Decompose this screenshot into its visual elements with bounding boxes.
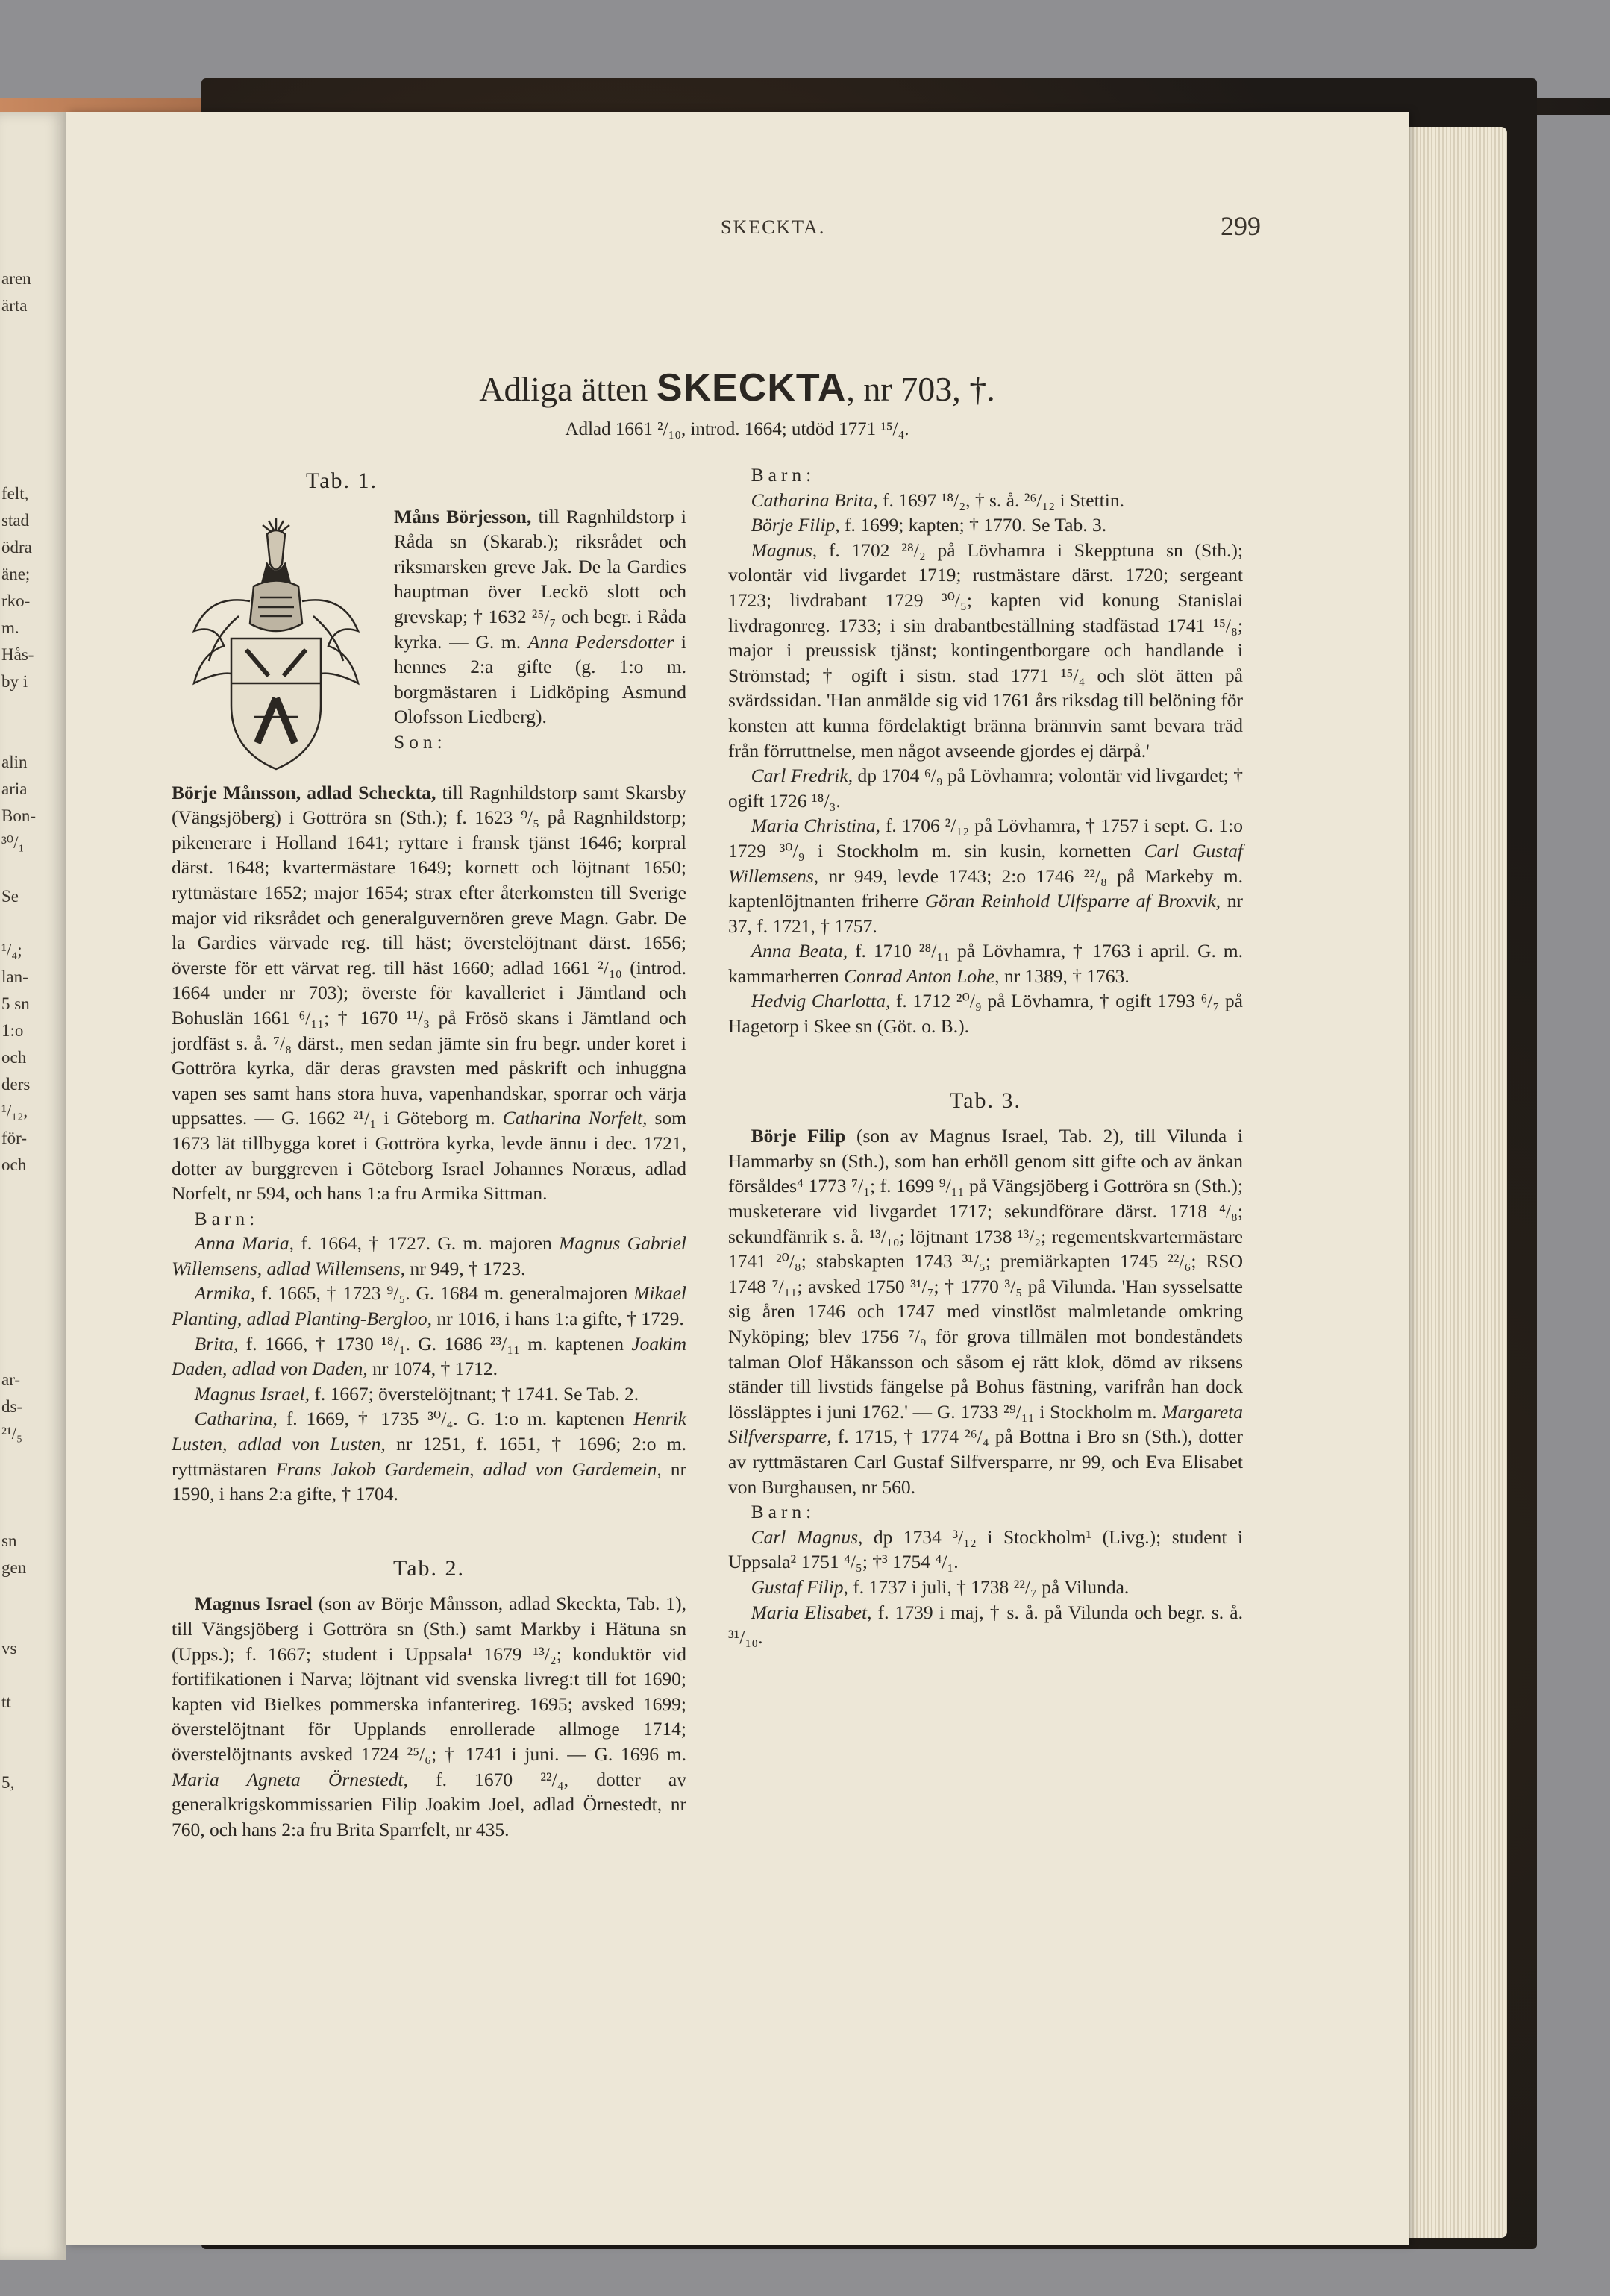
spouse-name: Magnus Gabriel Willemsens, adlad Willemsens, bbox=[172, 1232, 687, 1279]
tab2-entry bbox=[172, 1591, 686, 1842]
person-name: Börje Månsson, adlad Scheckta, bbox=[172, 781, 436, 803]
entry-text: f. 1739 i maj, † s. å. på Vilunda och begr. s. å. ³¹/₁₀. bbox=[728, 1601, 1244, 1649]
entry-text: f. 1669, † 1735 ³⁰/₄. G. 1:o m. kaptenen bbox=[277, 1408, 634, 1430]
entry-text: f. 1670 ²²/₄, dotter av generalkrigskommissarien Filip Joakim Joel, adlad Örnestedt, nr 760, och hans 2:a fru Brita Sparrfelt, nr 435. bbox=[172, 1768, 686, 1840]
entry-text: f. 1699; kapten; † 1770. Se Tab. 3. bbox=[839, 514, 1107, 536]
child-entry bbox=[172, 1281, 686, 1331]
left-page-edge bbox=[0, 112, 66, 2260]
tab2-heading: Tab. 2. bbox=[392, 1555, 466, 1581]
person-name: Börje Filip bbox=[751, 1125, 846, 1147]
spouse-name: Catharina Norfelt, bbox=[502, 1107, 648, 1129]
entry-text: nr 949, levde 1743; 2:o 1746 ²²/₈ på Markeby m. kaptenlöjtnanten friherre bbox=[728, 865, 1243, 912]
left-page-fragment: m. bbox=[1, 618, 19, 637]
entry-text: nr 949, † 1723. bbox=[405, 1257, 526, 1279]
tab1-children-list bbox=[172, 1231, 686, 1507]
person-name: Magnus Israel bbox=[194, 1593, 313, 1615]
entry-text: i hennes 2:a gifte (g. 1:o m. borgmästaren i Lidköping Asmund Olofsson Liedberg). bbox=[394, 630, 686, 728]
title-prefix: Adliga ätten bbox=[479, 370, 657, 408]
tab1-heading: Tab. 1. bbox=[306, 468, 378, 493]
child-entry bbox=[172, 1406, 686, 1506]
entry-text: f. 1737 i juli, † 1738 ²²/₇ på Vilunda. bbox=[848, 1575, 1130, 1598]
child-entry bbox=[728, 1600, 1243, 1650]
left-page-fragment: äne; bbox=[1, 565, 31, 583]
entry-text: till Ragnhildstorp i Råda sn (Skarab.); riksrådet och riksmarsken greve Jak. De la Gardies hauptman över Leckö slott och grevskap; † 1632 ²⁵/₇ och begr. i Råda kyrka. — G. m. bbox=[394, 505, 687, 653]
entry-text: dp 1734 ³/₁₂ i Stockholm¹ (Livg.); student i Uppsala² 1751 ⁴/₅; †³ 1754 ⁴/₁. bbox=[728, 1525, 1243, 1573]
spouse-name: Carl Gustaf Willemsens, bbox=[728, 839, 1243, 887]
entry-text: (son av Magnus Israel, Tab. 2), till Vilunda i Hammarby sn (Sth.), som han erhöll genom sitt gifte och av änkan försåldes⁴ 1773 ⁷/₁; f. 1699 ⁹/₁₁ på Vängsjöberg i Gottröra sn (Sth.); musketerare vid livgardet 1717; sekundförare därst. 1718 ⁴/₈; sekundfänrik s. å. ¹³/₁₀; löjtnant 1738 ¹³/₂; regementskvartermästare 1741 ²⁰/₈; stabskapten 1743 ³¹/₅; premiärkapten 1745 ²²/₆; RSO 1748 ⁷/₁₁; avsked 1750 ³¹/₇; † 1770 ³/₅ på Vilunda. 'Han sysselsatte sig åren 1746 och 1747 med vinstlöst malmletande omkring Nyköping; blev 1756 ⁷/₉ för grova tillmälen mot bondeståndets talman Olof Håkansson och såsom ej rätt klok, dömd av riksens ständer till livstids fängelse på Bohus fästning, varifrån han dock lössläpptes i juni 1762.' — G. 1733 ²⁹/₁₁ i Stockholm m. bbox=[728, 1125, 1243, 1423]
entry-text: nr 1074, † 1712. bbox=[367, 1358, 498, 1380]
left-page-fragment: felt, bbox=[1, 484, 29, 503]
child-entry bbox=[728, 988, 1243, 1038]
left-page-fragment: ärta bbox=[1, 296, 28, 315]
left-page-fragment: ds- bbox=[1, 1397, 23, 1416]
spouse-name: Anna Pedersdotter bbox=[527, 630, 674, 653]
child-name: Gustaf Filip, bbox=[751, 1575, 848, 1598]
entry-text: f. 1697 ¹⁸/₂, † s. å. ²⁶/₁₂ i Stettin. bbox=[877, 489, 1124, 511]
child-name: Carl Magnus, bbox=[751, 1525, 863, 1548]
entry-text: nr 1016, i hans 1:a gifte, † 1729. bbox=[431, 1308, 684, 1330]
left-page-fragment: rko- bbox=[1, 592, 31, 610]
entry-text: f. 1702 ²⁸/₂ på Lövhamra i Skepptuna sn (Sth.); volontär vid livgardet 1719; rustmästare därst. 1720; sergeant 1723; livdrabant 1729 ³⁰/₅; kapten vid konung Stanislai livdragonreg. 1733; i sin drabantbeställning stadfästad 1741 ¹⁵/₈; major i preussisk tjänst; kontingentborgare och handlande i Strömstad; † ogift i sistn. stad 1771 ¹⁵/₄ och slöt ätten på svärdssidan. 'Han anmälde sig vid 1761 års riksdag till belöning för konsten att kunna fördelaktigt bränna brännvin samt bevara träd från förruttnelse, men något avseende gjordes ej därpå.' bbox=[728, 539, 1243, 762]
left-page-fragment: ders bbox=[1, 1075, 31, 1094]
child-entry bbox=[172, 1231, 686, 1281]
entry-text: nr 1389, † 1763. bbox=[999, 964, 1130, 987]
child-entry bbox=[728, 538, 1243, 763]
child-entry bbox=[728, 813, 1243, 938]
left-page-fragment: Hås- bbox=[1, 645, 34, 664]
entry-text: dp 1704 ⁶/₉ på Lövhamra; volontär vid livgardet; † ogift 1726 ¹⁸/₃. bbox=[728, 765, 1244, 812]
running-head: SKECKTA. bbox=[721, 216, 826, 238]
spouse-name: Margareta Silfversparre, bbox=[728, 1400, 1243, 1448]
entry-text: f. 1666, † 1730 ¹⁸/₁. G. 1686 ²³/₁₁ m. kaptenen bbox=[238, 1332, 632, 1355]
spouse-name: Joakim Daden, adlad von Daden, bbox=[172, 1332, 686, 1380]
left-page-fragment: ar- bbox=[1, 1370, 21, 1389]
left-page-fragment: ³⁰/₁ bbox=[1, 833, 25, 852]
left-page-fragment: sn bbox=[1, 1531, 17, 1550]
child-entry bbox=[728, 1575, 1243, 1600]
tab3-heading: Tab. 3. bbox=[949, 1088, 1022, 1113]
entry-text: f. 1712 ²⁰/₉ på Lövhamra, † ogift 1793 ⁶/₇ på Hagetorp i Skee sn (Göt. o. B.). bbox=[728, 990, 1243, 1038]
child-entry bbox=[728, 488, 1243, 513]
entry-text: nr 1251, f. 1651, † 1696; 2:o m. ryttmästaren bbox=[172, 1433, 686, 1480]
tab3-entry bbox=[728, 1123, 1243, 1499]
child-name: Magnus, bbox=[751, 539, 818, 561]
child-name: Catharina Brita, bbox=[751, 489, 878, 511]
left-page-fragment: by i bbox=[1, 672, 28, 691]
child-name: Armika, bbox=[194, 1282, 256, 1305]
left-page-fragment: ¹/₁₂, bbox=[1, 1102, 28, 1120]
entry-text: som 1673 lät tillbygga koret i Gottröra kyrka, levde ännu i dec. 1721, dotter av burggreven i Göteborg Israel Johannes Noræus, adlad Norfelt, nr 594, och hans 1:a fru Armika Sittman. bbox=[172, 1107, 687, 1205]
tab3-children-list bbox=[728, 1525, 1243, 1650]
children-label: Barn: bbox=[751, 1501, 816, 1523]
child-name: Maria Christina, bbox=[751, 815, 881, 837]
child-entry bbox=[728, 512, 1243, 538]
left-page-fragment: alin bbox=[1, 753, 28, 771]
left-page-fragment: gen bbox=[1, 1558, 27, 1577]
spouse-name: Mikael Planting, adlad Planting-Bergloo, bbox=[172, 1282, 686, 1330]
entry-text: till Ragnhildstorp samt Skarsby (Vängsjöberg) i Gottröra sn (Sth.); f. 1623 ⁹/₅ på Ragnhildstorp; pikenerare i Holland 1641; ryttare i fransk tjänst 1646; korpral därst. 1648; kvartermästare 1649; kornett och löjtnant 1650; ryttmästare 1652; major 1654; strax efter återkomsten till Sverige major vid riksrådet och generalguvernören greve Magn. Gabr. De la Gardies värvade reg. till häst; överstelöjtnant därst. 1656; överste för ett värvat reg. till häst 1660; adlad 1661 ²/₁₀ (introd. 1664 under nr 703); överste för kavalleriet i Jämtland och Bohuslän 1661 ⁶/₁₁; † 1670 ¹¹/₃ på Frösö skans i Jämtland och jordfäst s. å. ⁷/₈ därst., men sedan jämte sin fru begr. under koret i Gottröra kyrka, där deras gravsten med påskrift och inhuggna vapen ses samt hans stora huva, vapenhandskar, sporrar och värja uppsattes. — G. 1662 ²¹/₁ i Göteborg m. bbox=[172, 781, 686, 1129]
child-name: Anna Beata, bbox=[751, 940, 848, 962]
child-name: Hedvig Charlotta, bbox=[751, 990, 891, 1012]
child-name: Catharina, bbox=[194, 1408, 278, 1430]
right-column bbox=[728, 462, 1243, 1650]
left-page-fragment: aria bbox=[1, 780, 28, 798]
title-name: SKECKTA bbox=[656, 366, 847, 410]
entry-text: f. 1664, † 1727. G. m. majoren bbox=[293, 1232, 560, 1255]
title-suffix: , nr 703, †. bbox=[846, 370, 995, 408]
child-name: Börje Filip, bbox=[751, 514, 840, 536]
entry-text: f. 1710 ²⁸/₁₁ på Lövhamra, † 1763 i april. G. m. kammarherren bbox=[728, 940, 1243, 987]
spouse-name: Göran Reinhold Ulfsparre af Broxvik, bbox=[924, 890, 1221, 912]
left-page-fragment: 1:o bbox=[1, 1021, 24, 1040]
children-label: Barn: bbox=[194, 1207, 260, 1229]
page-title bbox=[66, 366, 1409, 410]
left-page-fragment: 5 sn bbox=[1, 994, 30, 1013]
page-subtitle: Adlad 1661 ²/₁₀, introd. 1664; utdöd 1771 ¹⁵/₄. bbox=[565, 419, 909, 439]
tab2-children-list bbox=[728, 488, 1243, 1039]
person-name: Måns Börjesson, bbox=[394, 505, 532, 527]
entry-text: (son av Börje Månsson, adlad Skeckta, Tab. 1), till Vängsjöberg i Gottröra sn (Sth.) samt Markby i Hätuna sn (Upps.); f. 1667; student i Uppsala¹ 1679 ¹³/₂; konduktör vid fortifikationen i Narva; löjtnant vid svenska livreg:t till fot 1690; kapten vid Bielkes pommerska infanterireg. 1695; avsked 1699; överstelöjtnant för Upplands enrollerade allmoge 1714; överstelöjtnants avsked 1724 ²⁵/₆; † 1741 i juni. — G. 1696 m. bbox=[172, 1593, 686, 1765]
son-label: Son: bbox=[394, 730, 447, 753]
left-page-fragment: Bon- bbox=[1, 806, 36, 825]
child-name: Carl Fredrik, bbox=[751, 765, 853, 787]
child-name: Magnus Israel, bbox=[194, 1382, 310, 1405]
child-name: Brita, bbox=[194, 1332, 239, 1355]
left-page-fragment: aren bbox=[1, 269, 31, 288]
spouse-name: Frans Jakob Gardemein, adlad von Gardemein, bbox=[275, 1458, 662, 1480]
left-page-fragment: Se bbox=[1, 887, 19, 906]
spouse-name: Maria Agneta Örnestedt, bbox=[172, 1768, 408, 1790]
child-entry bbox=[728, 763, 1243, 813]
page-number: 299 bbox=[1221, 211, 1261, 241]
left-page-fragment: 5, bbox=[1, 1773, 15, 1792]
spouse-name: Conrad Anton Lohe, bbox=[844, 964, 1000, 987]
child-entry bbox=[172, 1381, 686, 1407]
children-label: Barn: bbox=[751, 464, 816, 486]
entry-text: f. 1667; överstelöjtnant; † 1741. Se Tab. 2. bbox=[310, 1382, 639, 1405]
left-page-fragment: ödra bbox=[1, 538, 32, 556]
entry-text: f. 1706 ²/₁₂ på Lövhamra, † 1757 i sept. G. 1:o 1729 ³⁰/₉ i Stockholm m. sin kusin, kornetten bbox=[728, 815, 1243, 862]
left-page-fragment: och bbox=[1, 1155, 27, 1174]
left-page-fragment: ²¹/₅ bbox=[1, 1424, 23, 1443]
page-edges bbox=[1403, 127, 1507, 2238]
entry-text: f. 1715, † 1774 ²⁶/₄ på Bottna i Bro sn (Sth.), dotter av ryttmästaren Carl Gustaf Silfversparre, nr 99, och Eva Elisabet von Burghausen, nr 560. bbox=[728, 1425, 1243, 1498]
spouse-name: Henrik Lusten, adlad von Lusten, bbox=[172, 1408, 686, 1455]
child-entry bbox=[172, 1332, 686, 1381]
left-page-fragment: för- bbox=[1, 1129, 28, 1147]
entry-text: nr 1590, i hans 2:a gifte, † 1704. bbox=[172, 1458, 686, 1505]
left-page-fragment: tt bbox=[1, 1693, 11, 1711]
left-page-fragment: och bbox=[1, 1048, 27, 1067]
tab1-borje bbox=[172, 780, 686, 1206]
child-name: Maria Elisabet, bbox=[751, 1601, 872, 1623]
entry-text: nr 37, f. 1721, † 1757. bbox=[728, 890, 1243, 937]
child-entry bbox=[728, 938, 1243, 988]
left-page-fragment: stad bbox=[1, 511, 30, 530]
child-name: Anna Maria, bbox=[194, 1232, 294, 1255]
left-page-fragment: vs bbox=[1, 1639, 17, 1657]
coat-of-arms-icon bbox=[164, 504, 388, 780]
left-page-fragment: lan- bbox=[1, 967, 28, 986]
left-page-fragment: ¹/₄; bbox=[1, 941, 22, 959]
child-entry bbox=[728, 1525, 1243, 1575]
left-column bbox=[172, 462, 686, 1842]
book-page bbox=[66, 112, 1409, 2245]
entry-text: f. 1665, † 1723 ⁹/₅. G. 1684 m. generalmajoren bbox=[255, 1282, 634, 1305]
